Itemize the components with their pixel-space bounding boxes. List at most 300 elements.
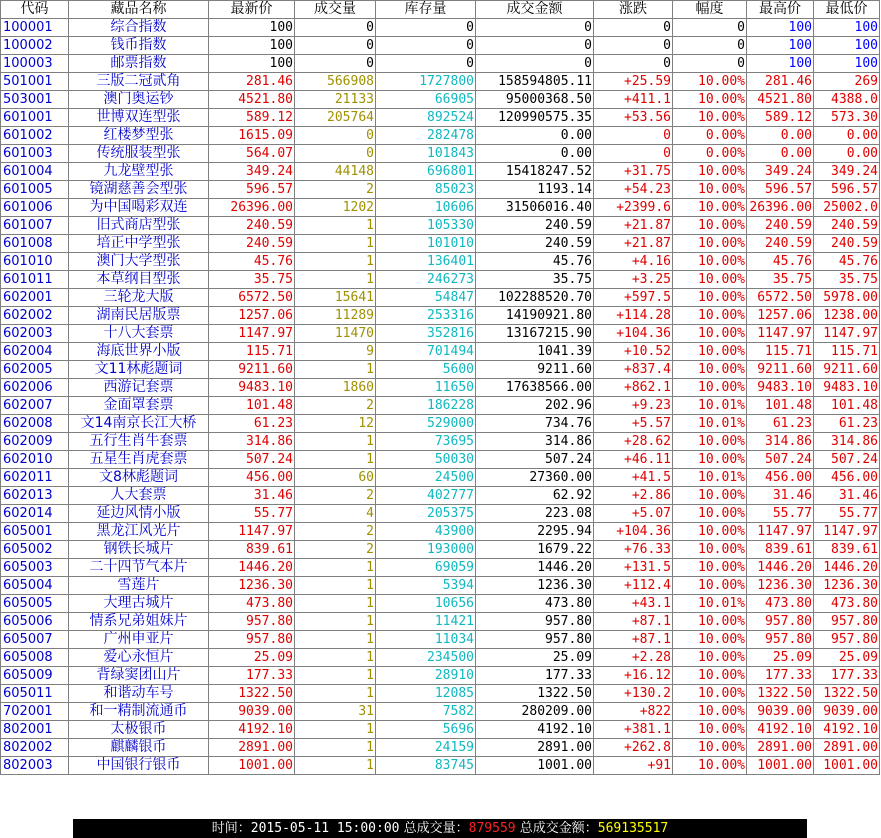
amount-cell: 95000368.50: [476, 91, 594, 109]
volume-cell: 1: [295, 271, 376, 289]
change-percent-cell: 10.00%: [673, 253, 747, 271]
amount-cell: 177.33: [476, 667, 594, 685]
name-cell: 黑龙江风光片: [69, 523, 209, 541]
latest-price-cell: 1615.09: [209, 127, 295, 145]
table-row[interactable]: [1, 289, 880, 307]
change-cell: +4.16: [594, 253, 673, 271]
name-cell: 海底世界小版: [69, 343, 209, 361]
low-cell: 314.86: [814, 433, 880, 451]
high-cell: 2891.00: [747, 739, 814, 757]
volume-cell: 1: [295, 631, 376, 649]
stock-cell: 43900: [376, 523, 476, 541]
latest-price-cell: 1446.20: [209, 559, 295, 577]
low-cell: 240.59: [814, 217, 880, 235]
status-bar: [73, 819, 807, 838]
low-cell: 5978.00: [814, 289, 880, 307]
table-row[interactable]: [1, 73, 880, 91]
table-row[interactable]: [1, 631, 880, 649]
volume-cell: 44148: [295, 163, 376, 181]
low-cell: 25002.0: [814, 199, 880, 217]
table-row[interactable]: [1, 541, 880, 559]
low-cell: 100: [814, 19, 880, 37]
amount-cell: 1041.39: [476, 343, 594, 361]
code-cell: 605003: [1, 559, 69, 577]
latest-price-cell: 100: [209, 19, 295, 37]
change-cell: +21.87: [594, 217, 673, 235]
name-cell: 爱心永恒片: [69, 649, 209, 667]
stock-cell: 101010: [376, 235, 476, 253]
high-cell: 314.86: [747, 433, 814, 451]
low-cell: 25.09: [814, 649, 880, 667]
low-cell: 45.76: [814, 253, 880, 271]
high-cell: 9483.10: [747, 379, 814, 397]
table-row[interactable]: [1, 181, 880, 199]
volume-cell: 0: [295, 19, 376, 37]
table-row[interactable]: [1, 127, 880, 145]
change-cell: +53.56: [594, 109, 673, 127]
table-row[interactable]: [1, 451, 880, 469]
high-cell: 9211.60: [747, 361, 814, 379]
high-cell: 1446.20: [747, 559, 814, 577]
volume-cell: 0: [295, 55, 376, 73]
change-cell: +104.36: [594, 523, 673, 541]
stock-cell: 50030: [376, 451, 476, 469]
code-cell: 602013: [1, 487, 69, 505]
table-row[interactable]: [1, 523, 880, 541]
code-cell: 100002: [1, 37, 69, 55]
low-cell: 61.23: [814, 415, 880, 433]
name-cell: 综合指数: [69, 19, 209, 37]
name-cell: 金面罩套票: [69, 397, 209, 415]
header-stock[interactable]: 库存量: [376, 1, 476, 19]
low-cell: 1147.97: [814, 523, 880, 541]
high-cell: 100: [747, 37, 814, 55]
high-cell: 4521.80: [747, 91, 814, 109]
high-cell: 596.57: [747, 181, 814, 199]
amount-cell: 120990575.35: [476, 109, 594, 127]
change-cell: 0: [594, 145, 673, 163]
name-cell: 澳门大学型张: [69, 253, 209, 271]
table-row[interactable]: [1, 199, 880, 217]
name-cell: 旧式商店型张: [69, 217, 209, 235]
amount-cell: 240.59: [476, 235, 594, 253]
code-cell: 601007: [1, 217, 69, 235]
low-cell: 4388.0: [814, 91, 880, 109]
table-row[interactable]: [1, 721, 880, 739]
latest-price-cell: 45.76: [209, 253, 295, 271]
amount-cell: 507.24: [476, 451, 594, 469]
table-row[interactable]: [1, 685, 880, 703]
table-row[interactable]: [1, 595, 880, 613]
latest-price-cell: 25.09: [209, 649, 295, 667]
table-row[interactable]: [1, 217, 880, 235]
change-cell: +114.28: [594, 307, 673, 325]
high-cell: 35.75: [747, 271, 814, 289]
code-cell: 602008: [1, 415, 69, 433]
change-cell: +2.28: [594, 649, 673, 667]
table-row[interactable]: [1, 577, 880, 595]
high-cell: 177.33: [747, 667, 814, 685]
code-cell: 602003: [1, 325, 69, 343]
table-header-row: [1, 1, 880, 19]
change-cell: +31.75: [594, 163, 673, 181]
table-row[interactable]: [1, 379, 880, 397]
table-row[interactable]: [1, 325, 880, 343]
volume-cell: 1860: [295, 379, 376, 397]
code-cell: 601002: [1, 127, 69, 145]
change-cell: 0: [594, 55, 673, 73]
latest-price-cell: 2891.00: [209, 739, 295, 757]
change-cell: +87.1: [594, 631, 673, 649]
volume-cell: 12: [295, 415, 376, 433]
change-percent-cell: 10.01%: [673, 469, 747, 487]
name-cell: 本草纲目型张: [69, 271, 209, 289]
volume-cell: 21133: [295, 91, 376, 109]
name-cell: 西游记套票: [69, 379, 209, 397]
low-cell: 100: [814, 37, 880, 55]
header-latest-price[interactable]: 最新价: [209, 1, 295, 19]
header-change-percent[interactable]: 幅度: [673, 1, 747, 19]
header-low[interactable]: 最低价: [814, 1, 880, 19]
latest-price-cell: 1236.30: [209, 577, 295, 595]
volume-cell: 1: [295, 217, 376, 235]
change-percent-cell: 10.00%: [673, 73, 747, 91]
high-cell: 473.80: [747, 595, 814, 613]
volume-cell: 1: [295, 577, 376, 595]
code-cell: 605004: [1, 577, 69, 595]
latest-price-cell: 473.80: [209, 595, 295, 613]
name-cell: 雪莲片: [69, 577, 209, 595]
low-cell: 0.00: [814, 127, 880, 145]
table-row[interactable]: [1, 253, 880, 271]
high-cell: 839.61: [747, 541, 814, 559]
change-cell: 0: [594, 19, 673, 37]
code-cell: 601001: [1, 109, 69, 127]
stock-cell: 5394: [376, 577, 476, 595]
amount-cell: 14190921.80: [476, 307, 594, 325]
volume-cell: 1202: [295, 199, 376, 217]
change-cell: +16.12: [594, 667, 673, 685]
change-percent-cell: 10.00%: [673, 649, 747, 667]
change-percent-cell: 10.01%: [673, 397, 747, 415]
code-cell: 503001: [1, 91, 69, 109]
change-cell: 0: [594, 37, 673, 55]
change-percent-cell: 10.00%: [673, 343, 747, 361]
change-percent-cell: 10.00%: [673, 739, 747, 757]
code-cell: 602011: [1, 469, 69, 487]
amount-cell: 62.92: [476, 487, 594, 505]
stock-cell: 28910: [376, 667, 476, 685]
table-row[interactable]: [1, 667, 880, 685]
change-percent-cell: 10.00%: [673, 289, 747, 307]
amount-cell: 35.75: [476, 271, 594, 289]
latest-price-cell: 26396.00: [209, 199, 295, 217]
change-percent-cell: 10.00%: [673, 505, 747, 523]
amount-cell: 1679.22: [476, 541, 594, 559]
low-cell: 55.77: [814, 505, 880, 523]
quote-table-body: [1, 19, 880, 775]
table-row[interactable]: [1, 703, 880, 721]
table-row[interactable]: [1, 163, 880, 181]
table-row[interactable]: [1, 109, 880, 127]
name-cell: 镜湖慈善会型张: [69, 181, 209, 199]
change-percent-cell: 10.00%: [673, 91, 747, 109]
latest-price-cell: 9039.00: [209, 703, 295, 721]
name-cell: 传统服装型张: [69, 145, 209, 163]
change-percent-cell: 10.00%: [673, 181, 747, 199]
volume-cell: 1: [295, 667, 376, 685]
change-cell: +822: [594, 703, 673, 721]
header-change[interactable]: 涨跌: [594, 1, 673, 19]
stock-cell: 5696: [376, 721, 476, 739]
latest-price-cell: 100: [209, 55, 295, 73]
latest-price-cell: 115.71: [209, 343, 295, 361]
change-cell: +28.62: [594, 433, 673, 451]
change-cell: +2399.6: [594, 199, 673, 217]
time-label: 时间：: [211, 821, 251, 836]
low-cell: 9039.00: [814, 703, 880, 721]
stock-cell: 234500: [376, 649, 476, 667]
header-amount[interactable]: 成交金额: [476, 1, 594, 19]
name-cell: 文11林彪题词: [69, 361, 209, 379]
change-cell: +112.4: [594, 577, 673, 595]
code-cell: 602009: [1, 433, 69, 451]
low-cell: 31.46: [814, 487, 880, 505]
table-row[interactable]: [1, 559, 880, 577]
table-row[interactable]: [1, 361, 880, 379]
latest-price-cell: 31.46: [209, 487, 295, 505]
name-cell: 背绿窦团山片: [69, 667, 209, 685]
table-row[interactable]: [1, 343, 880, 361]
table-row[interactable]: [1, 91, 880, 109]
table-row[interactable]: [1, 397, 880, 415]
change-percent-cell: 10.00%: [673, 109, 747, 127]
change-cell: +41.5: [594, 469, 673, 487]
change-cell: +91: [594, 757, 673, 775]
latest-price-cell: 240.59: [209, 217, 295, 235]
change-percent-cell: 10.01%: [673, 595, 747, 613]
code-cell: 601008: [1, 235, 69, 253]
latest-price-cell: 240.59: [209, 235, 295, 253]
latest-price-cell: 564.07: [209, 145, 295, 163]
volume-cell: 1: [295, 721, 376, 739]
change-cell: +411.1: [594, 91, 673, 109]
name-cell: 邮票指数: [69, 55, 209, 73]
change-cell: +9.23: [594, 397, 673, 415]
amount-cell: 240.59: [476, 217, 594, 235]
table-row[interactable]: [1, 271, 880, 289]
change-cell: +3.25: [594, 271, 673, 289]
high-cell: 26396.00: [747, 199, 814, 217]
high-cell: 349.24: [747, 163, 814, 181]
latest-price-cell: 589.12: [209, 109, 295, 127]
low-cell: 100: [814, 55, 880, 73]
change-percent-cell: 10.00%: [673, 361, 747, 379]
high-cell: 957.80: [747, 613, 814, 631]
stock-cell: 12085: [376, 685, 476, 703]
name-cell: 世博双连型张: [69, 109, 209, 127]
amount-cell: 314.86: [476, 433, 594, 451]
change-percent-cell: 10.00%: [673, 451, 747, 469]
volume-cell: 1: [295, 361, 376, 379]
table-row[interactable]: [1, 55, 880, 73]
change-cell: +10.52: [594, 343, 673, 361]
high-cell: 61.23: [747, 415, 814, 433]
code-cell: 602004: [1, 343, 69, 361]
volume-cell: 205764: [295, 109, 376, 127]
low-cell: 456.00: [814, 469, 880, 487]
table-row[interactable]: [1, 433, 880, 451]
table-row[interactable]: [1, 469, 880, 487]
table-row[interactable]: [1, 235, 880, 253]
stock-cell: 529000: [376, 415, 476, 433]
high-cell: 25.09: [747, 649, 814, 667]
name-cell: 太极银币: [69, 721, 209, 739]
low-cell: 1147.97: [814, 325, 880, 343]
volume-cell: 566908: [295, 73, 376, 91]
latest-price-cell: 314.86: [209, 433, 295, 451]
name-cell: 钱币指数: [69, 37, 209, 55]
change-percent-cell: 10.00%: [673, 433, 747, 451]
stock-cell: 105330: [376, 217, 476, 235]
stock-cell: 7582: [376, 703, 476, 721]
stock-cell: 11650: [376, 379, 476, 397]
change-cell: +5.07: [594, 505, 673, 523]
amount-cell: 25.09: [476, 649, 594, 667]
table-row[interactable]: [1, 649, 880, 667]
high-cell: 240.59: [747, 217, 814, 235]
stock-cell: 24500: [376, 469, 476, 487]
high-cell: 9039.00: [747, 703, 814, 721]
stock-cell: 253316: [376, 307, 476, 325]
volume-cell: 0: [295, 145, 376, 163]
name-cell: 澳门奥运钞: [69, 91, 209, 109]
change-percent-cell: 0: [673, 55, 747, 73]
name-cell: 广州申亚片: [69, 631, 209, 649]
name-cell: 湖南民居版票: [69, 307, 209, 325]
change-percent-cell: 10.00%: [673, 631, 747, 649]
total-amount-value: 569135517: [597, 821, 669, 836]
table-row[interactable]: [1, 757, 880, 775]
code-cell: 602014: [1, 505, 69, 523]
change-percent-cell: 0: [673, 19, 747, 37]
stock-cell: 892524: [376, 109, 476, 127]
amount-cell: 957.80: [476, 631, 594, 649]
high-cell: 45.76: [747, 253, 814, 271]
change-cell: +87.1: [594, 613, 673, 631]
low-cell: 269: [814, 73, 880, 91]
code-cell: 605011: [1, 685, 69, 703]
low-cell: 101.48: [814, 397, 880, 415]
volume-cell: 11289: [295, 307, 376, 325]
code-cell: 605007: [1, 631, 69, 649]
change-percent-cell: 10.00%: [673, 217, 747, 235]
amount-cell: 1236.30: [476, 577, 594, 595]
volume-cell: 2: [295, 523, 376, 541]
code-cell: 602007: [1, 397, 69, 415]
high-cell: 589.12: [747, 109, 814, 127]
change-percent-cell: 10.00%: [673, 757, 747, 775]
name-cell: 情系兄弟姐妹片: [69, 613, 209, 631]
volume-cell: 1: [295, 649, 376, 667]
volume-cell: 1: [295, 235, 376, 253]
code-cell: 602010: [1, 451, 69, 469]
change-percent-cell: 10.00%: [673, 271, 747, 289]
change-cell: +862.1: [594, 379, 673, 397]
low-cell: 240.59: [814, 235, 880, 253]
change-percent-cell: 10.00%: [673, 523, 747, 541]
header-volume[interactable]: 成交量: [295, 1, 376, 19]
code-cell: 602005: [1, 361, 69, 379]
table-row[interactable]: [1, 613, 880, 631]
table-row[interactable]: [1, 145, 880, 163]
name-cell: 文14南京长江大桥: [69, 415, 209, 433]
code-cell: 601011: [1, 271, 69, 289]
table-row[interactable]: [1, 19, 880, 37]
table-row[interactable]: [1, 487, 880, 505]
volume-cell: 1: [295, 613, 376, 631]
volume-cell: 1: [295, 433, 376, 451]
latest-price-cell: 4192.10: [209, 721, 295, 739]
low-cell: 1236.30: [814, 577, 880, 595]
code-cell: 501001: [1, 73, 69, 91]
name-cell: 文8林彪题词: [69, 469, 209, 487]
code-cell: 601004: [1, 163, 69, 181]
stock-cell: 83745: [376, 757, 476, 775]
low-cell: 596.57: [814, 181, 880, 199]
header-code[interactable]: 代码: [1, 1, 69, 19]
name-cell: 和谐动车号: [69, 685, 209, 703]
latest-price-cell: 1001.00: [209, 757, 295, 775]
stock-cell: 0: [376, 37, 476, 55]
low-cell: 349.24: [814, 163, 880, 181]
change-percent-cell: 10.00%: [673, 163, 747, 181]
stock-cell: 136401: [376, 253, 476, 271]
code-cell: 601005: [1, 181, 69, 199]
volume-cell: 60: [295, 469, 376, 487]
name-cell: 大理古城片: [69, 595, 209, 613]
table-row[interactable]: [1, 307, 880, 325]
volume-cell: 0: [295, 127, 376, 145]
table-row[interactable]: [1, 505, 880, 523]
table-row[interactable]: [1, 415, 880, 433]
name-cell: 二十四节气本片: [69, 559, 209, 577]
stock-cell: 282478: [376, 127, 476, 145]
time-value: 2015-05-11 15:00:00: [250, 821, 400, 836]
amount-cell: 280209.00: [476, 703, 594, 721]
code-cell: 601003: [1, 145, 69, 163]
header-name[interactable]: 藏品名称: [69, 1, 209, 19]
change-cell: 0: [594, 127, 673, 145]
table-row[interactable]: [1, 37, 880, 55]
latest-price-cell: 61.23: [209, 415, 295, 433]
change-cell: +43.1: [594, 595, 673, 613]
table-row[interactable]: [1, 739, 880, 757]
name-cell: 九龙壁型张: [69, 163, 209, 181]
header-high[interactable]: 最高价: [747, 1, 814, 19]
latest-price-cell: 957.80: [209, 613, 295, 631]
volume-cell: 2: [295, 181, 376, 199]
volume-cell: 31: [295, 703, 376, 721]
volume-cell: 1: [295, 559, 376, 577]
stock-cell: 0: [376, 55, 476, 73]
stock-cell: 73695: [376, 433, 476, 451]
stock-cell: 402777: [376, 487, 476, 505]
volume-cell: 2: [295, 397, 376, 415]
code-cell: 605009: [1, 667, 69, 685]
name-cell: 三轮龙大版: [69, 289, 209, 307]
low-cell: 9211.60: [814, 361, 880, 379]
